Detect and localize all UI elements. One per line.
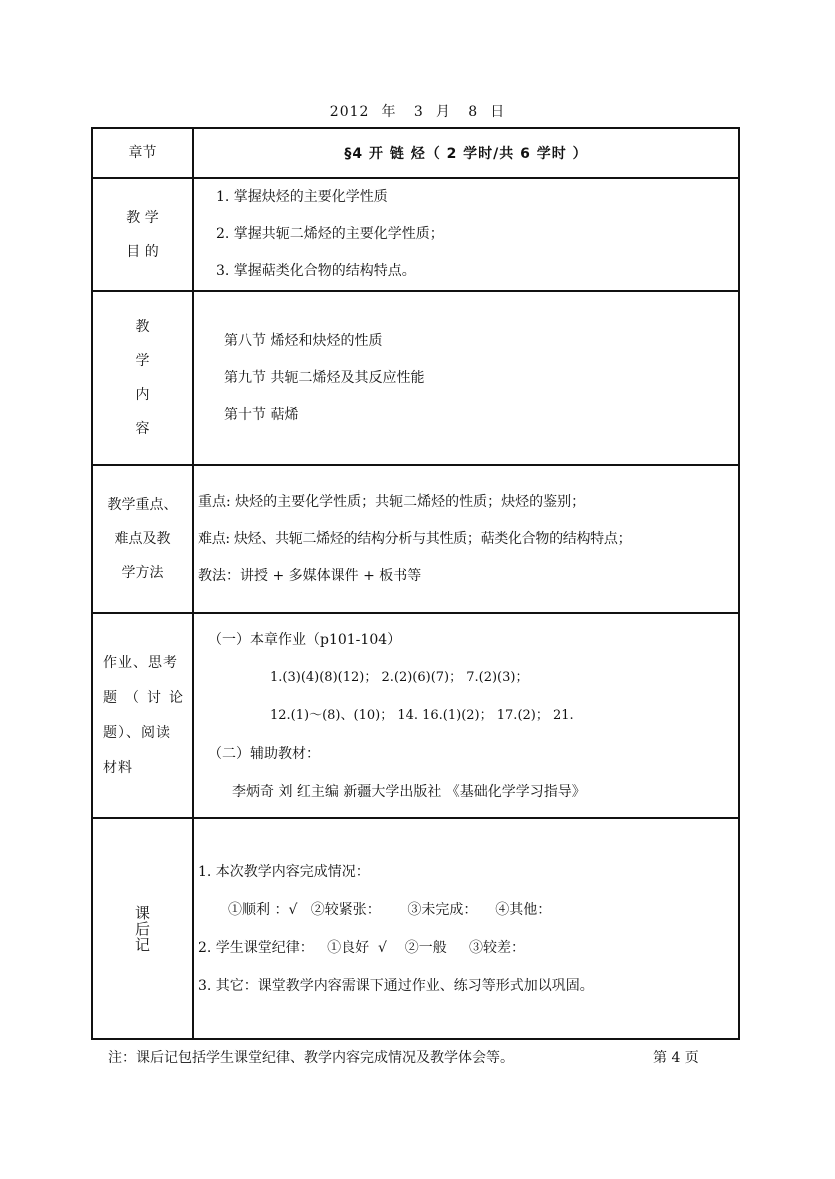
key-point-item: 教法：讲授 + 多媒体课件 + 板书等 — [198, 567, 422, 584]
after-class-label-char: 后 — [134, 919, 150, 938]
content-label-char: 学 — [135, 353, 150, 369]
objectives-label-line: 目 的 — [126, 243, 159, 260]
key-points-label-line: 难点及教 — [114, 531, 171, 547]
after-class-row — [92, 818, 739, 1039]
after-class-item: 3. 其它：课堂教学内容需课下通过作业、练习等形式加以巩固。 — [198, 977, 594, 994]
homework-label-line: 作业、思考 — [103, 654, 178, 671]
footer-note: 注：课后记包括学生课堂纪律、教学内容完成情况及教学体会等。 — [108, 1050, 514, 1066]
after-class-label-char: 记 — [134, 935, 150, 954]
objectives-label — [92, 178, 193, 291]
objectives-label-line: 教 学 — [126, 209, 159, 226]
date-year-unit: 年 — [381, 104, 397, 120]
homework-line: 1.(3)(4)(8)(12)； 2.(2)(6)(7)； 7.(2)(3)； — [270, 669, 529, 685]
objective-item: 3. 掌握萜类化合物的结构特点。 — [216, 263, 416, 279]
objectives-content — [193, 178, 739, 291]
after-class-item: 1. 本次教学内容完成情况： — [198, 863, 370, 880]
key-points-label-line: 教学重点、 — [107, 497, 178, 513]
objective-item: 2. 掌握共轭二烯烃的主要化学性质； — [216, 226, 444, 242]
reference-book: 李炳奇 刘 红主编 新疆大学出版社 《基础化学学习指导》 — [232, 783, 586, 800]
homework-line: 12.(1)～(8)、(10)； 14. 16.(1)(2)； 17.(2)； 21. — [270, 707, 574, 723]
content-row — [92, 291, 739, 465]
completion-options: ①顺利 ：√ ②较紧张： ③未完成： ④其他： — [228, 901, 552, 918]
key-points-row — [92, 465, 739, 613]
date-day-unit: 日 — [490, 104, 506, 120]
homework-content — [193, 613, 739, 818]
homework-label-line: 材料 — [103, 759, 133, 776]
homework-label — [92, 613, 193, 818]
date-month-unit: 月 — [435, 104, 451, 120]
homework-label-line: 题（讨论 — [103, 689, 191, 706]
key-points-label-line: 学方法 — [121, 565, 164, 581]
key-point-item: 重点: 炔烃的主要化学性质；共轭二烯烃的性质；炔烃的鉴别； — [198, 493, 586, 510]
homework-heading: （一）本章作业（p101-104） — [208, 631, 402, 648]
content-items — [193, 291, 739, 465]
key-points-content — [193, 465, 739, 613]
date-year: 2012 — [329, 104, 370, 120]
content-item: 第九节 共轭二烯烃及其反应性能 — [224, 369, 425, 386]
key-point-item: 难点: 炔烃、共轭二烯烃的结构分析与其性质；萜类化合物的结构特点； — [198, 530, 632, 547]
chapter-title: §4 开 链 烃（ 2 学时/共 6 学时 ） — [193, 128, 739, 178]
content-label-char: 教 — [135, 319, 150, 335]
after-class-label — [92, 818, 193, 1039]
date-month: 3 — [413, 104, 424, 120]
page-number: 第 4 页 — [653, 1050, 699, 1066]
content-label-char: 内 — [135, 387, 150, 403]
date-day: 8 — [468, 104, 479, 120]
lesson-plan-table — [91, 127, 740, 1040]
footer — [108, 1047, 728, 1067]
content-item: 第八节 烯烃和炔烃的性质 — [224, 332, 383, 349]
content-item: 第十节 萜烯 — [224, 406, 299, 423]
homework-row — [92, 613, 739, 818]
homework-heading: （二）辅助教材： — [208, 745, 320, 762]
chapter-row — [92, 128, 739, 178]
objectives-row — [92, 178, 739, 291]
content-label-char: 容 — [135, 421, 150, 437]
content-label — [92, 291, 193, 465]
after-class-item: 2. 学生课堂纪律： ①良好 √ ②一般 ③较差： — [198, 939, 526, 956]
after-class-label-char: 课 — [134, 903, 150, 922]
after-class-content — [193, 818, 739, 1039]
date-line — [0, 101, 835, 121]
objective-item: 1. 掌握炔烃的主要化学性质 — [216, 189, 388, 205]
chapter-label: 章节 — [92, 128, 193, 178]
key-points-label — [92, 465, 193, 613]
homework-label-line: 题）、阅读 — [103, 724, 171, 741]
